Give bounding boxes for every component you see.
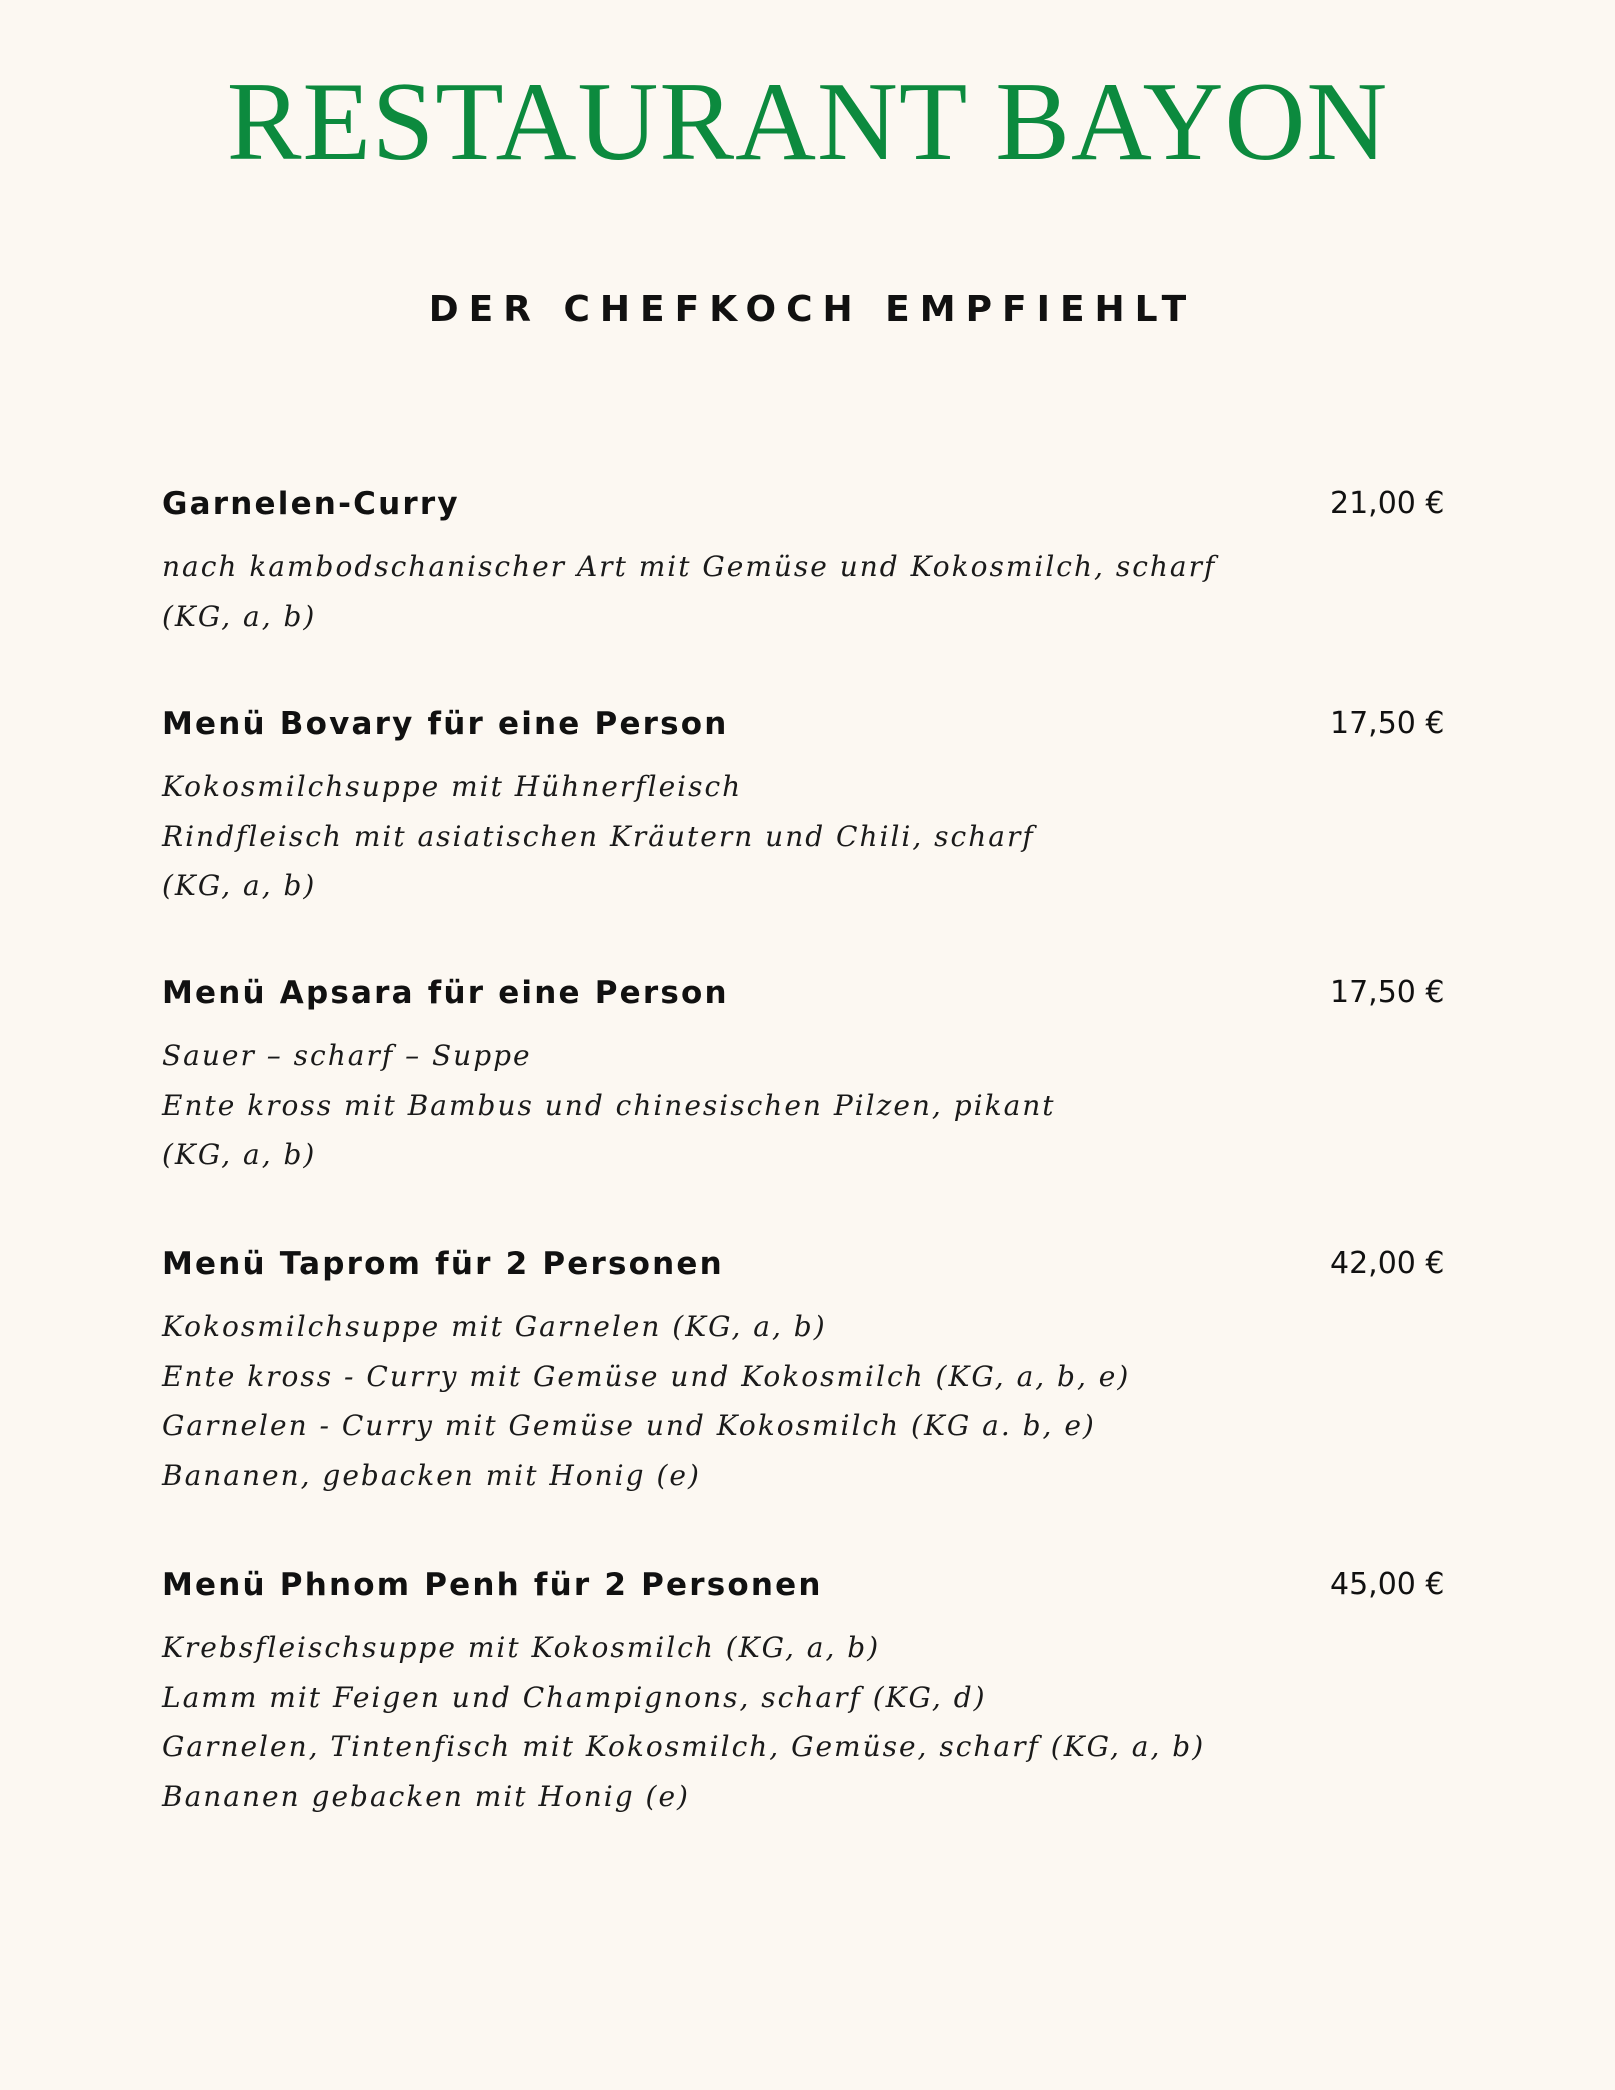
- menu-item-name: Menü Phnom Penh für 2 Personen: [162, 1567, 823, 1603]
- description-line: (KG, a, b): [162, 869, 317, 902]
- description-line: Garnelen - Curry mit Gemüse und Kokosmilch (KG a. b, e): [162, 1409, 1096, 1442]
- description-line: Garnelen, Tintenfisch mit Kokosmilch, Gemüse, scharf (KG, a, b): [162, 1730, 1206, 1763]
- menu-item-description: [162, 762, 1362, 911]
- menu-item-name: Menü Taprom für 2 Personen: [162, 1246, 724, 1282]
- description-line: (KG, a, b): [162, 1138, 317, 1171]
- menu-item-name: Menü Apsara für eine Person: [162, 975, 729, 1011]
- menu-item-description: [162, 1623, 1362, 1821]
- description-line: Sauer – scharf – Suppe: [162, 1039, 532, 1072]
- description-line: Kokosmilchsuppe mit Garnelen (KG, a, b): [162, 1310, 827, 1343]
- description-line: nach kambodschanischer Art mit Gemüse und Kokosmilch, scharf: [162, 550, 1217, 583]
- description-line: Bananen, gebacken mit Honig (e): [162, 1458, 701, 1492]
- menu-item-description: [162, 542, 1362, 641]
- menu-item-price: 17,50 €: [1330, 706, 1445, 741]
- menu-item-name: Menü Bovary für eine Person: [162, 706, 729, 742]
- description-line: Krebsfleischsuppe mit Kokosmilch (KG, a, b): [162, 1631, 881, 1664]
- restaurant-title: RESTAURANT BAYON: [226, 60, 1389, 184]
- description-line: Ente kross mit Bambus und chinesischen Pilzen, pikant: [162, 1088, 1056, 1122]
- description-line: Bananen gebacken mit Honig (e): [162, 1779, 690, 1813]
- description-line: (KG, a, b): [162, 599, 317, 633]
- menu-item-price: 21,00 €: [1330, 486, 1445, 521]
- menu-item-name: Garnelen-Curry: [162, 486, 460, 522]
- menu-item-price: 17,50 €: [1330, 975, 1445, 1010]
- description-line: Rindfleisch mit asiatischen Kräutern und Chili, scharf: [162, 819, 1035, 853]
- section-heading: DER CHEFKOCH EMPFIEHLT: [428, 289, 1197, 330]
- menu-item-price: 45,00 €: [1330, 1567, 1445, 1602]
- description-line: Ente kross - Curry mit Gemüse und Kokosmilch (KG, a, b, e): [162, 1359, 1131, 1393]
- menu-item-description: [162, 1302, 1362, 1500]
- description-line: Kokosmilchsuppe mit Hühnerfleisch: [162, 770, 743, 803]
- menu-item-price: 42,00 €: [1330, 1246, 1445, 1281]
- menu-item-description: [162, 1031, 1362, 1180]
- description-line: Lamm mit Feigen und Champignons, scharf (KG, d): [162, 1680, 987, 1714]
